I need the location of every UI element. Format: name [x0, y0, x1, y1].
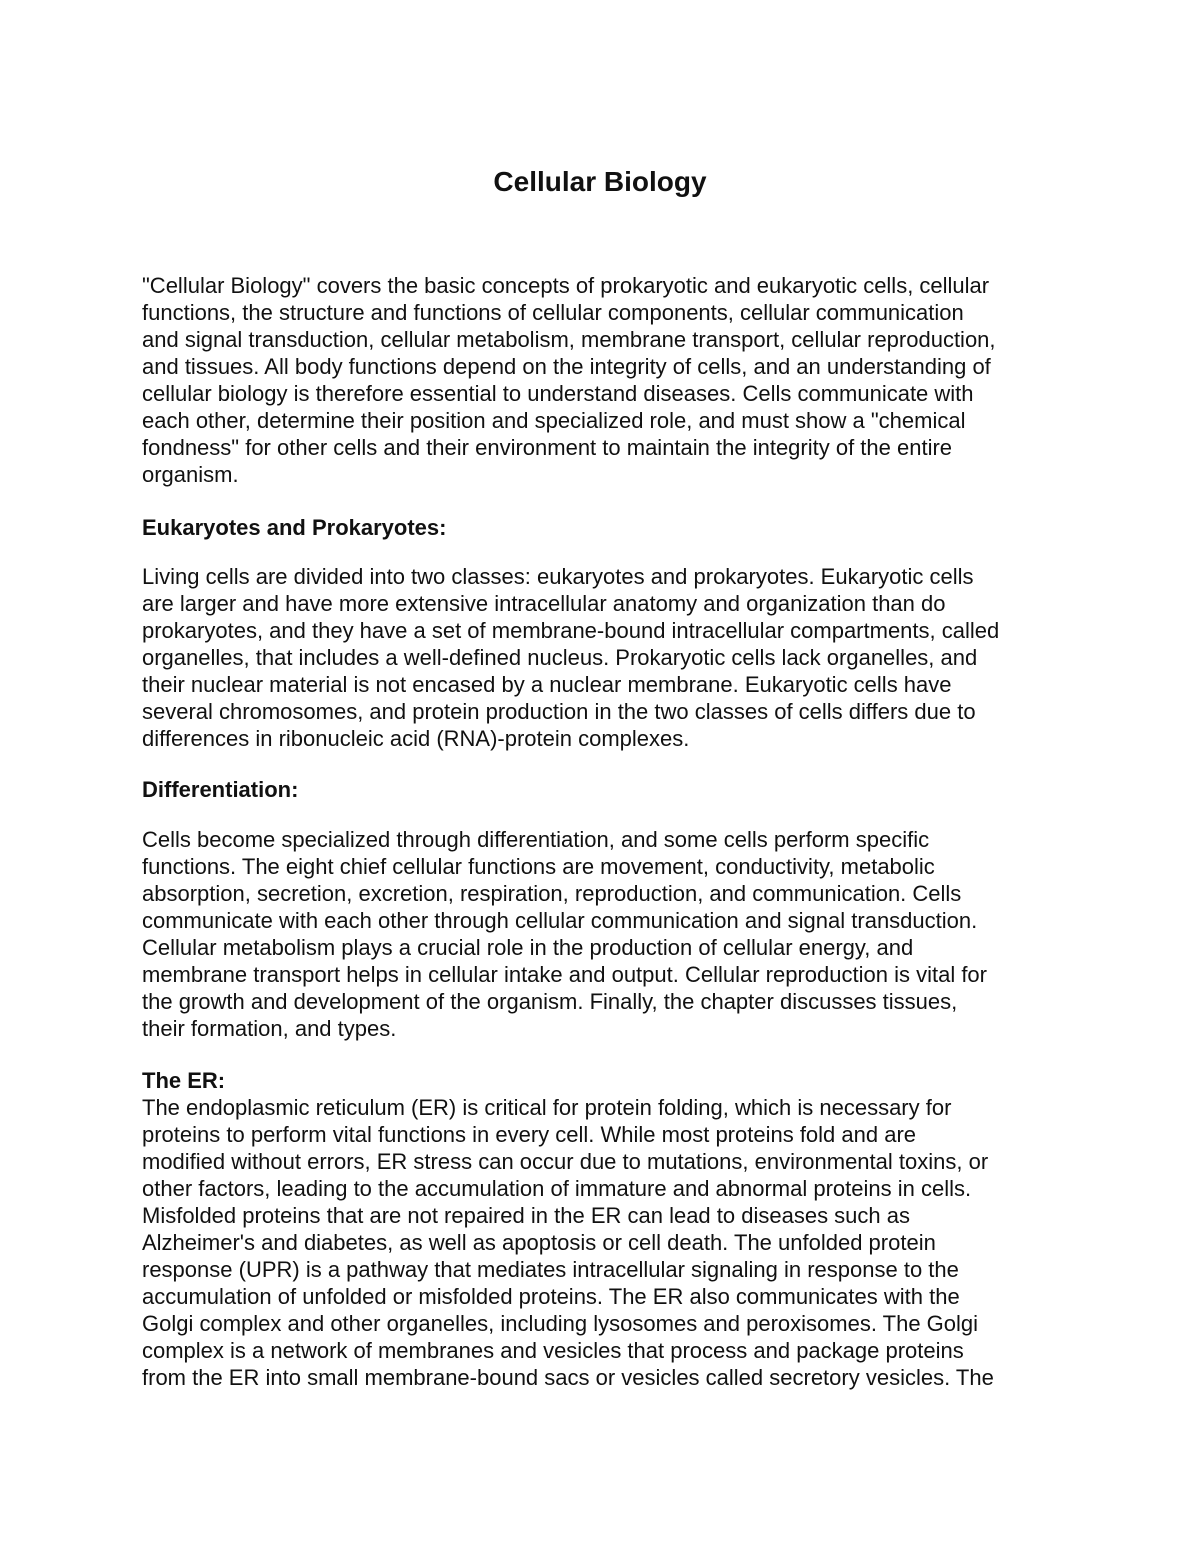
intro-paragraph [142, 272, 1082, 488]
paragraph-line: organism. [142, 462, 239, 487]
paragraph-line: from the ER into small membrane-bound sacs or vesicles called secretory vesicles. The [142, 1365, 994, 1390]
paragraph-line: "Cellular Biology" covers the basic concepts of prokaryotic and eukaryotic cells, cellular [142, 273, 990, 298]
paragraph-line: accumulation of unfolded or misfolded proteins. The ER also communicates with the [142, 1284, 960, 1309]
paragraph-line: fondness" for other cells and their environment to maintain the integrity of the entire [142, 435, 953, 460]
paragraph-line: the growth and development of the organism. Finally, the chapter discusses tissues, [142, 989, 958, 1014]
paragraph-line: other factors, leading to the accumulation of immature and abnormal proteins in cells. [142, 1176, 972, 1201]
paragraph-line: cellular biology is therefore essential to understand diseases. Cells communicate with [142, 381, 974, 406]
paragraph-line: membrane transport helps in cellular intake and output. Cellular reproduction is vital for [142, 962, 987, 987]
paragraph-line: Cells become specialized through differentiation, and some cells perform specific [142, 827, 930, 852]
paragraph-line: Cellular metabolism plays a crucial role in the production of cellular energy, and [142, 935, 914, 960]
paragraph-line: and signal transduction, cellular metabolism, membrane transport, cellular reproduction, [142, 327, 996, 352]
section-paragraph-er [142, 1094, 1082, 1391]
paragraph-line: their formation, and types. [142, 1016, 397, 1041]
paragraph-line: Living cells are divided into two classes: eukaryotes and prokaryotes. Eukaryotic cells [142, 564, 974, 589]
paragraph-line: functions, the structure and functions of cellular components, cellular communication [142, 300, 964, 325]
paragraph-line: are larger and have more extensive intracellular anatomy and organization than do [142, 591, 946, 616]
paragraph-line: differences in ribonucleic acid (RNA)-protein complexes. [142, 726, 690, 751]
section-paragraph-differentiation [142, 826, 1082, 1042]
paragraph-line: organelles, that includes a well-defined nucleus. Prokaryotic cells lack organelles, and [142, 645, 978, 670]
section-heading-differentiation: Differentiation: [142, 777, 299, 802]
paragraph-line: several chromosomes, and protein production in the two classes of cells differs due to [142, 699, 976, 724]
paragraph-line: Golgi complex and other organelles, including lysosomes and peroxisomes. The Golgi [142, 1311, 979, 1336]
section-paragraph-eukaryotes [142, 563, 1082, 752]
paragraph-line: and tissues. All body functions depend on the integrity of cells, and an understanding of [142, 354, 991, 379]
paragraph-line: Alzheimer's and diabetes, as well as apoptosis or cell death. The unfolded protein [142, 1230, 936, 1255]
paragraph-line: modified without errors, ER stress can occur due to mutations, environmental toxins, or [142, 1149, 989, 1174]
paragraph-line: absorption, secretion, excretion, respiration, reproduction, and communication. Cells [142, 881, 962, 906]
paragraph-line: proteins to perform vital functions in every cell. While most proteins fold and are [142, 1122, 917, 1147]
paragraph-line: each other, determine their position and specialized role, and must show a "chemical [142, 408, 966, 433]
paragraph-line: complex is a network of membranes and vesicles that process and package proteins [142, 1338, 964, 1363]
paragraph-line: The endoplasmic reticulum (ER) is critical for protein folding, which is necessary for [142, 1095, 952, 1120]
paragraph-line: communicate with each other through cellular communication and signal transduction. [142, 908, 978, 933]
page-title: Cellular Biology [493, 166, 707, 197]
paragraph-line: functions. The eight chief cellular functions are movement, conductivity, metabolic [142, 854, 935, 879]
paragraph-line: prokaryotes, and they have a set of membrane-bound intracellular compartments, called [142, 618, 1000, 643]
section-heading-eukaryotes: Eukaryotes and Prokaryotes: [142, 515, 447, 540]
paragraph-line: Misfolded proteins that are not repaired in the ER can lead to diseases such as [142, 1203, 911, 1228]
section-heading-er: The ER: [142, 1068, 226, 1093]
paragraph-line: their nuclear material is not encased by a nuclear membrane. Eukaryotic cells have [142, 672, 952, 697]
paragraph-line: response (UPR) is a pathway that mediates intracellular signaling in response to the [142, 1257, 959, 1282]
